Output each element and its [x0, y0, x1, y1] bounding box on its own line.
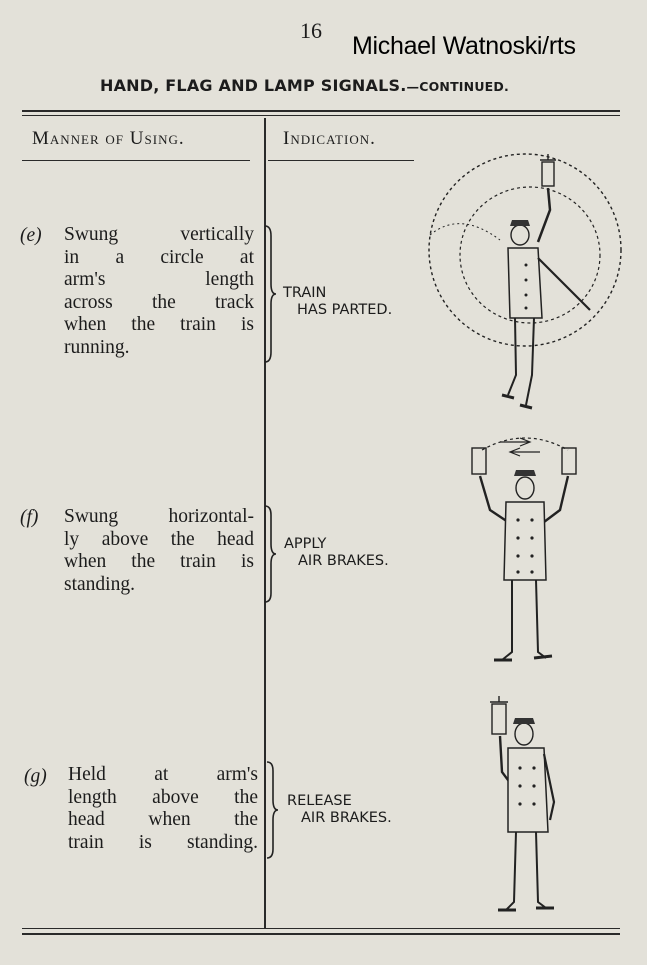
manner-column-header: Manner of Using.	[32, 128, 185, 149]
manner-word: vertically	[180, 224, 254, 245]
manner-word: Swung	[64, 224, 119, 245]
signal-g-indication-line-2: AIR BRAKES.	[301, 810, 392, 826]
manner-word: the	[234, 809, 258, 831]
signal-e-letter: (e)	[20, 225, 42, 246]
running-head	[100, 76, 509, 95]
manner-word: when	[64, 551, 107, 573]
manner-word: is	[138, 831, 152, 853]
manner-word: standing.	[187, 831, 258, 853]
signal-f-manner	[64, 506, 254, 596]
manner-word: Swung	[64, 506, 119, 527]
signal-f-indication-line-1: APPLY	[284, 536, 327, 552]
signal-f-brace	[262, 504, 278, 604]
manner-word: at	[239, 246, 254, 268]
manner-word: is	[240, 314, 254, 336]
manner-word: train	[68, 831, 104, 853]
manner-line	[64, 247, 254, 270]
manner-word: a	[115, 246, 125, 268]
manner-word: the	[170, 528, 195, 550]
manner-line	[64, 224, 254, 247]
photo-credit: Michael Watnoski/rts	[352, 32, 576, 60]
manner-word: track	[215, 291, 254, 313]
manner-line	[64, 337, 254, 360]
manner-word: in	[64, 246, 80, 268]
manner-word: when	[148, 809, 191, 831]
signal-e-indication-line-2: HAS PARTED.	[297, 302, 393, 318]
manner-word: head	[217, 528, 254, 550]
manner-word: above	[152, 786, 199, 808]
manner-word: standing.	[64, 573, 135, 595]
manner-word: the	[131, 314, 156, 336]
signal-f-letter: (f)	[20, 507, 39, 528]
manner-line	[64, 551, 254, 574]
running-head-title: HAND, FLAG AND LAMP SIGNALS.	[100, 76, 407, 95]
manner-word: when	[64, 314, 107, 336]
manner-header-underline	[22, 160, 250, 161]
manner-word: arm's	[64, 269, 106, 291]
manner-line	[68, 787, 258, 810]
bottom-double-rule-upper	[22, 928, 620, 929]
top-double-rule-lower	[22, 115, 620, 116]
running-head-continued: —CONTINUED.	[406, 79, 509, 94]
manner-word: the	[131, 551, 156, 573]
signal-g-letter: (g)	[24, 766, 47, 787]
manner-word: running.	[64, 336, 130, 358]
signal-e-indication-line-1: TRAIN	[283, 285, 327, 301]
manner-word: train	[180, 551, 216, 573]
manner-word: across	[64, 291, 113, 313]
manner-line	[64, 529, 254, 552]
manner-line	[64, 314, 254, 337]
signal-g-manner	[68, 764, 258, 854]
signal-g-indication	[287, 793, 392, 827]
page-number: 16	[300, 18, 322, 43]
manner-line	[68, 832, 258, 855]
manner-word: above	[101, 528, 149, 550]
manner-line	[64, 574, 254, 597]
indication-header-underline	[268, 160, 414, 161]
signal-f-indication-line-2: AIR BRAKES.	[298, 553, 389, 569]
manner-word: Held	[68, 764, 106, 785]
manner-line	[64, 269, 254, 292]
manner-word: the	[151, 291, 176, 313]
manner-word: is	[240, 551, 254, 573]
manner-word: length	[205, 269, 254, 291]
signal-g-indication-line-1: RELEASE	[287, 793, 352, 809]
manner-word: arm's	[216, 764, 258, 785]
manner-line	[68, 764, 258, 787]
manner-word: head	[68, 809, 105, 831]
manner-word: circle	[160, 246, 204, 268]
signal-f-indication	[284, 536, 389, 570]
manner-word: train	[180, 314, 216, 336]
brakeman-holding-lantern-overhead-icon	[478, 692, 573, 926]
manner-line	[64, 292, 254, 315]
manner-word: ly	[64, 528, 80, 550]
brakeman-swinging-lantern-vertical-circle-icon	[420, 150, 630, 424]
manner-word: at	[154, 764, 169, 785]
signal-e-manner	[64, 224, 254, 360]
manner-word: horizontal-	[168, 506, 254, 527]
signal-g-brace	[264, 760, 280, 860]
manner-line	[64, 506, 254, 529]
brakeman-swinging-lantern-horizontal-icon	[460, 430, 590, 679]
manner-word: length	[68, 786, 117, 808]
indication-column-header: Indication.	[283, 128, 376, 149]
top-double-rule-upper	[22, 110, 620, 112]
manner-word: the	[234, 786, 258, 808]
signal-e-indication	[283, 285, 392, 319]
manner-line	[68, 809, 258, 832]
signal-e-brace	[262, 224, 278, 364]
bottom-double-rule-lower	[22, 933, 620, 935]
